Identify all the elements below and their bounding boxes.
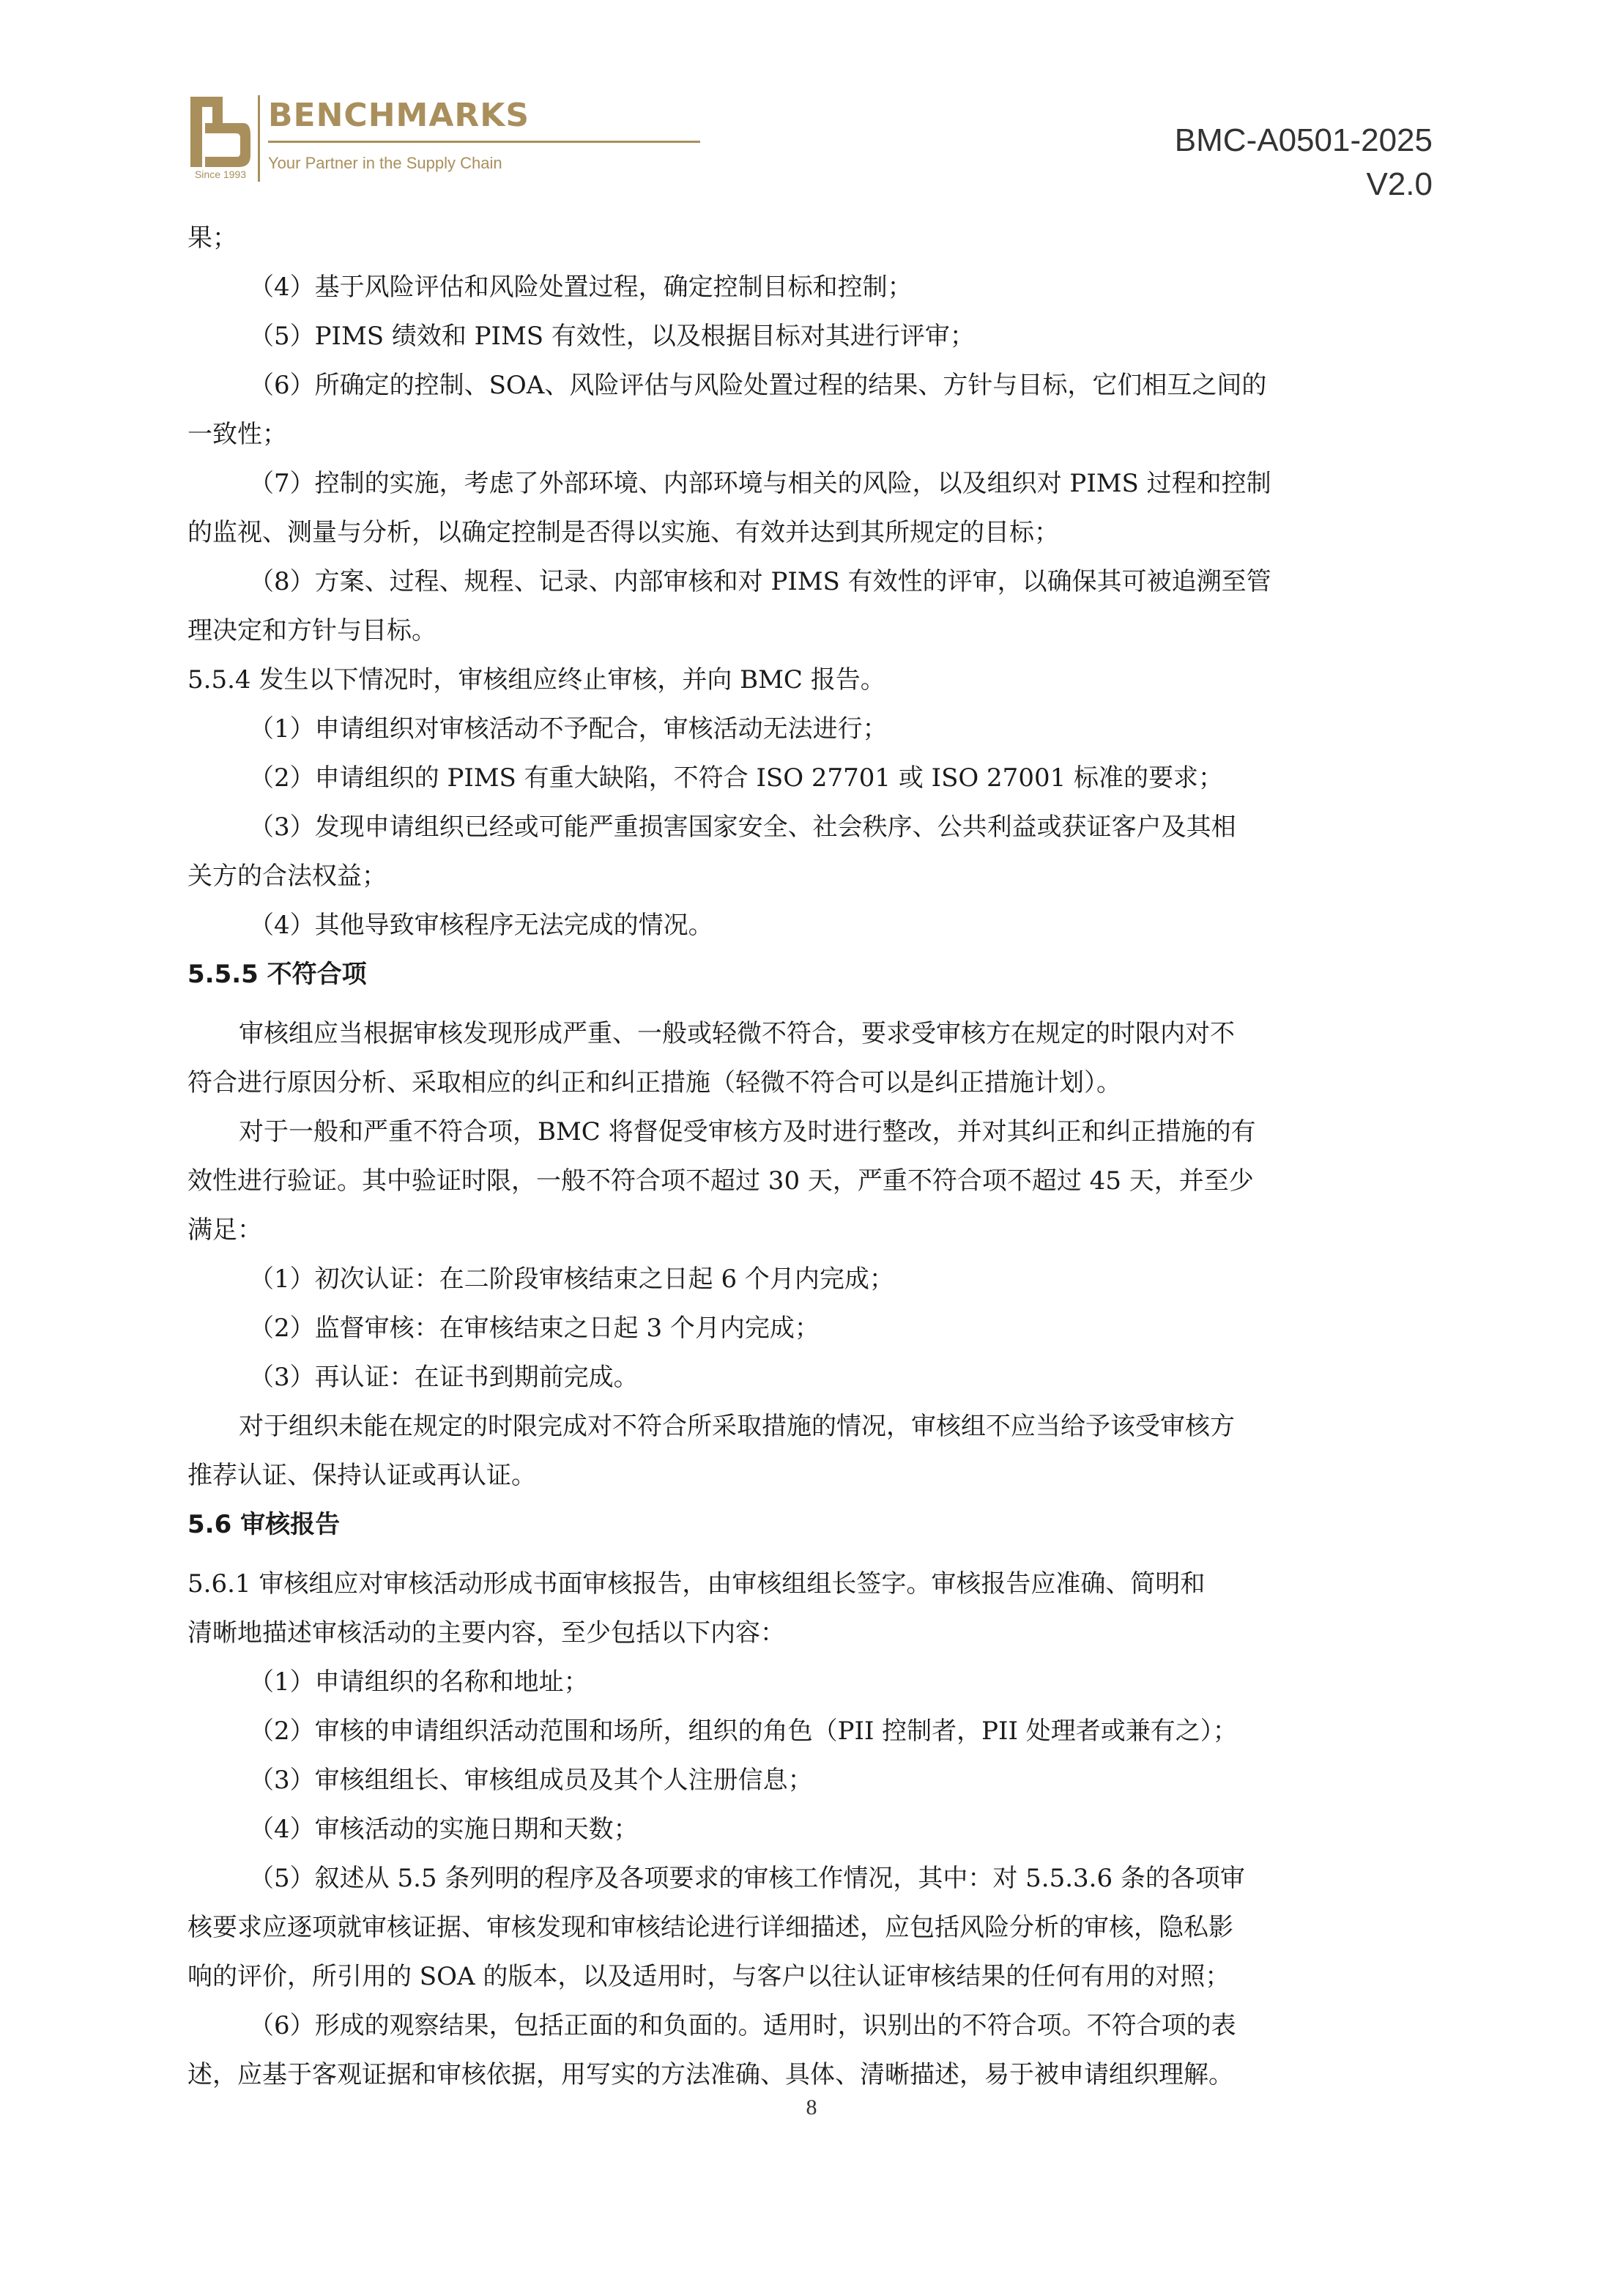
text-line: 一致性； — [187, 420, 287, 449]
text-line: （2）申请组织的 PIMS 有重大缺陷，不符合 ISO 27701 或 ISO 27001 标准的要求； — [249, 763, 1224, 793]
text-line: （5）PIMS 绩效和 PIMS 有效性，以及根据目标对其进行评审； — [249, 322, 975, 351]
document-version: V2.0 — [1366, 166, 1433, 202]
text-line: 效性进行验证。其中验证时限，一般不符合项不超过 30 天，严重不符合项不超过 45 天，并至少 — [187, 1166, 1254, 1196]
brand-tagline: Your Partner in the Supply Chain — [268, 154, 502, 172]
section-heading: 5.5.5 不符合项 — [187, 960, 367, 989]
text-line: 对于组织未能在规定的时限完成对不符合所采取措施的情况，审核组不应当给予该受审核方 — [239, 1412, 1235, 1441]
text-line: （5）叙述从 5.5 条列明的程序及各项要求的审核工作情况，其中：对 5.5.3.6 条的各项审 — [249, 1864, 1245, 1893]
text-line: 响的评价，所引用的 SOA 的版本，以及适用时，与客户以往认证审核结果的任何有用的对照； — [187, 1962, 1230, 1991]
text-line: （4）其他导致审核程序无法完成的情况。 — [249, 911, 713, 940]
text-line: （3）审核组组长、审核组成员及其个人注册信息； — [249, 1766, 813, 1795]
text-line: （1）初次认证：在二阶段审核结束之日起 6 个月内完成； — [249, 1264, 894, 1294]
text-line: （4）基于风险评估和风险处置过程，确定控制目标和控制； — [249, 273, 913, 302]
clause-heading: 5.6.1 审核组应对审核活动形成书面审核报告，由审核组组长签字。审核报告应准确、简明和 — [187, 1569, 1206, 1599]
clause-heading: 5.5.4 发生以下情况时，审核组应终止审核，并向 BMC 报告。 — [187, 665, 885, 695]
text-line: （8）方案、过程、规程、记录、内部审核和对 PIMS 有效性的评审，以确保其可被追溯至管 — [249, 567, 1271, 596]
page-number: 8 — [806, 2095, 817, 2119]
text-line: 符合进行原因分析、采取相应的纠正和纠正措施（轻微不符合可以是纠正措施计划）。 — [187, 1068, 1121, 1097]
text-line: 清晰地描述审核活动的主要内容，至少包括以下内容： — [187, 1618, 785, 1648]
text-line: 果； — [187, 223, 237, 253]
brand-name: BENCHMARKS — [268, 97, 530, 134]
text-line: 核要求应逐项就审核证据、审核发现和审核结论进行详细描述，应包括风险分析的审核，隐私影 — [187, 1913, 1233, 1942]
since-label: Since 1993 — [194, 169, 247, 180]
text-line: （2）审核的申请组织活动范围和场所，组织的角色（PII 控制者，PII 处理者或兼有之）； — [249, 1717, 1238, 1746]
section-heading: 5.6 审核报告 — [187, 1510, 341, 1539]
text-line: （3）发现申请组织已经或可能严重损害国家安全、社会秩序、公共利益或获证客户及其相 — [249, 812, 1236, 842]
text-line: 述，应基于客观证据和审核依据，用写实的方法准确、具体、清晰描述，易于被申请组织理解。 — [187, 2060, 1233, 2089]
brand-underline — [268, 141, 700, 143]
text-line: 推荐认证、保持认证或再认证。 — [187, 1461, 536, 1490]
text-line: （4）审核活动的实施日期和天数； — [249, 1815, 639, 1844]
text-line: （3）再认证：在证书到期前完成。 — [249, 1363, 639, 1392]
text-line: （2）监督审核：在审核结束之日起 3 个月内完成； — [249, 1314, 820, 1343]
brand-divider — [258, 95, 260, 182]
text-line: 理决定和方针与目标。 — [187, 616, 437, 645]
text-line: 对于一般和严重不符合项，BMC 将督促受审核方及时进行整改，并对其纠正和纠正措施的有 — [239, 1117, 1256, 1147]
text-line: （1）申请组织的名称和地址； — [249, 1667, 589, 1697]
text-line: （6）形成的观察结果，包括正面的和负面的。适用时，识别出的不符合项。不符合项的表 — [249, 2011, 1236, 2040]
text-line: （7）控制的实施，考虑了外部环境、内部环境与相关的风险，以及组织对 PIMS 过程和控制 — [249, 469, 1271, 498]
document-number: BMC-A0501-2025 — [1174, 122, 1433, 158]
document-body — [187, 214, 1389, 2100]
text-line: （6）所确定的控制、SOA、风险评估与风险处置过程的结果、方针与目标，它们相互之间的 — [249, 371, 1267, 400]
text-line: （1）申请组织对审核活动不予配合，审核活动无法进行； — [249, 714, 888, 744]
page-header — [187, 86, 1433, 202]
text-line: 审核组应当根据审核发现形成严重、一般或轻微不符合，要求受审核方在规定的时限内对不 — [239, 1019, 1235, 1048]
text-line: 满足： — [187, 1215, 262, 1245]
text-line: 的监视、测量与分析，以确定控制是否得以实施、有效并达到其所规定的目标； — [187, 518, 1059, 547]
document-id — [1175, 119, 1433, 207]
text-line: 关方的合法权益； — [187, 862, 387, 891]
